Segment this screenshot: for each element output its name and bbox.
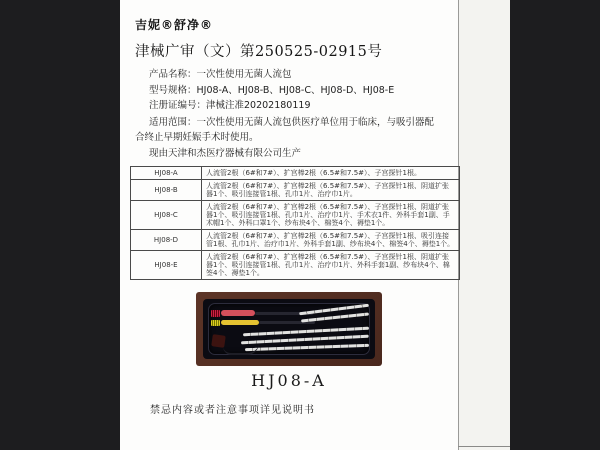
yellow-dilator-handle	[221, 320, 259, 325]
page-right-margin	[459, 0, 510, 450]
table-row	[131, 229, 460, 250]
kit-photo-frame	[196, 292, 382, 366]
page-edge-horizontal	[458, 446, 510, 447]
model-spec-line: 型号规格：HJ08-A、HJ08-B、HJ08-C、HJ08-D、HJ08-E	[149, 84, 395, 96]
scope-of-use-paragraph: 适用范围：一次性使用无菌人流包供医疗单位用于临床，与吸引器配合终止早期妊娠手术时使用。	[135, 116, 435, 143]
contents-cell: 人流管2根（6#和7#）、扩宫棒2根（6.5#和7.5#）、子宫探针1根、阴道扩张器1个、吸引连接管1根、孔巾1片、治疗巾1片。	[202, 179, 460, 200]
table-row	[131, 166, 460, 179]
table-row	[131, 179, 460, 200]
yellow-handle-grip	[211, 320, 220, 326]
manufacturer-line: 现由天津和杰医疗器械有限公司生产	[149, 147, 302, 159]
model-cell: HJ08-E	[131, 250, 202, 279]
table-row	[131, 250, 460, 279]
kit-photo	[196, 292, 382, 390]
model-cell: HJ08-B	[131, 179, 202, 200]
table-row	[131, 200, 460, 229]
label-content	[120, 0, 459, 390]
registration-number-line: 注册证编号：津械注准20202180119	[149, 100, 311, 111]
model-cell: HJ08-C	[131, 200, 202, 229]
product-name-line: 产品名称：一次性使用无菌人流包	[149, 69, 292, 80]
red-handle-grip	[211, 310, 220, 317]
photo-caption-model: HJ08-A	[251, 370, 327, 390]
red-dilator-handle	[221, 310, 255, 316]
contents-cell: 人流管2根（6#和7#）、扩宫棒2根（6.5#和7.5#）、子宫探针1根。	[202, 166, 460, 179]
advert-approval-number: 津械广审（文）第250525-02915号	[135, 44, 383, 60]
document-page	[120, 0, 510, 450]
brand-logo: 吉妮®舒净®	[135, 18, 214, 32]
contents-cell: 人流管2根（6#和7#）、扩宫棒2根（6.5#和7.5#）、子宫探针1根、阴道扩张器1个、吸引连接管1根、孔巾1片、治疗巾1片、外科手套1副、纱布块4个、棉签4个、褥垫1个。	[202, 250, 460, 279]
model-cell: HJ08-D	[131, 229, 202, 250]
contents-cell: 人流管2根（6#和7#）、扩宫棒2根（6.5#和7.5#）、子宫探针1根、吸引连接管1根、孔巾1片、治疗巾1片、外科手套1副、纱布块4个、棉签4个、褥垫1个。	[202, 229, 460, 250]
contraindication-note: 禁忌内容或者注意事项详见说明书	[150, 405, 315, 416]
model-contents-table	[130, 166, 460, 280]
kit-tray	[203, 299, 375, 359]
contents-cell: 人流管2根（6#和7#）、扩宫棒2根（6.5#和7.5#）、子宫探针1根、阴道扩张器1个、吸引连接管1根、孔巾1片、治疗巾1片、手术衣1件、外科手套1副、手术帽1个、外科口罩1个、纱布块4个、棉签4个、褥垫1个。	[202, 200, 460, 229]
model-cell: HJ08-A	[131, 166, 202, 179]
connecting-tube	[223, 343, 259, 355]
